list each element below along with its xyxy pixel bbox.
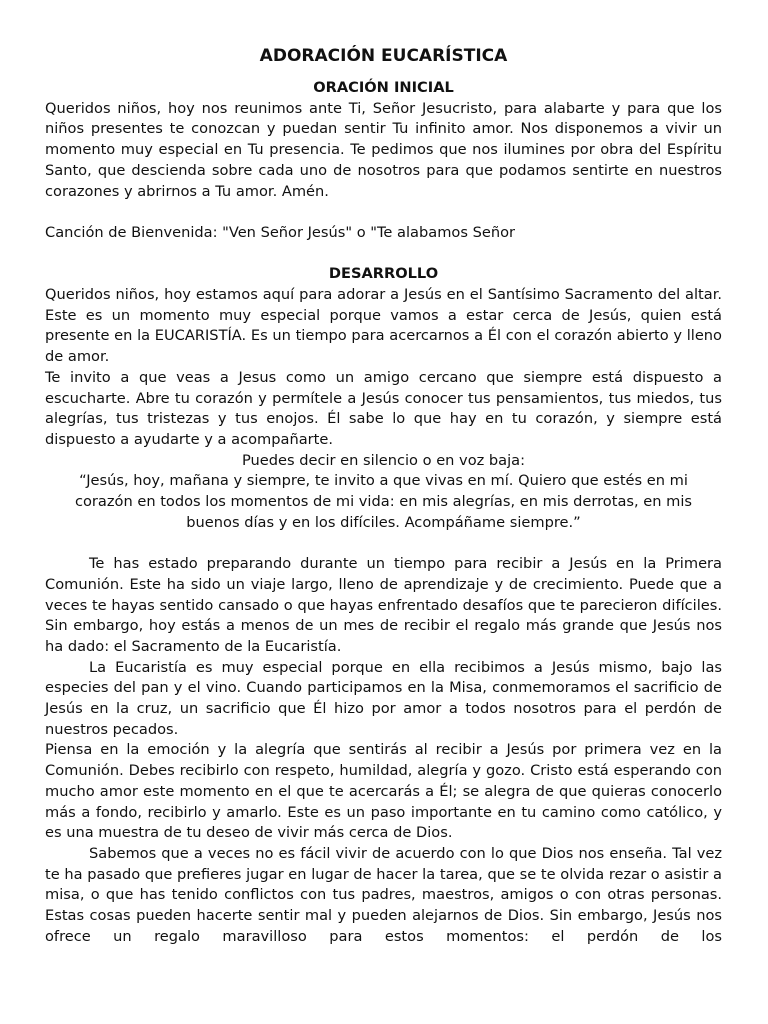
development-paragraph-2: Te invito a que veas a Jesus como un amigo cercano que siempre está dispuesto a escucharte. Abre tu corazón y permítele a Jesús conocer tus pensamientos, tus miedos, tus alegrías, tus tristezas y tus enojos. Él sabe lo que hay en tu corazón, y siempre está dispuesto a ayudarte y a acompañarte.: [45, 368, 722, 448]
prayer-line-1: “Jesús, hoy, mañana y siempre, te invito a que vivas en mí. Quiero que estés en mi: [79, 472, 688, 490]
spacer: [45, 244, 722, 265]
development-paragraph-6: Sabemos que a veces no es fácil vivir de acuerdo con lo que Dios nos enseña. Tal vez te ha pasado que prefieres jugar en lugar de hacer la tarea, que se te olvida rezar o asistir a misa, o que has tenido conflictos con tus padres, maestros, amigos o con otras personas. Estas cosas pueden hacerte sentir mal y pueden alejarnos de Dios. Sin embargo, Jesús nos ofrece un regalo maravilloso para estos momentos: el perdón de los: [45, 844, 722, 945]
document-page: [45, 44, 722, 947]
development-heading: DESARROLLO: [328, 265, 439, 283]
development-paragraph-3: Te has estado preparando durante un tiempo para recibir a Jesús en la Primera Comunión. Este ha sido un viaje largo, lleno de aprendizaje y de crecimiento. Puede que a veces te hayas sentido cansado o que hayas enfrentado desafíos que te parecieron difíciles. Sin embargo, hoy estás a menos de un mes de recibir el regalo más grande que Jesús nos ha dado: el Sacramento de la Eucaristía.: [45, 555, 722, 655]
development-paragraph-5: Piensa en la emoción y la alegría que sentirás al recibir a Jesús por primera vez en la Comunión. Debes recibirlo con respeto, humildad, alegría y gozo. Cristo está esperando con mucho amor este momento en el que te acercarás a Él; se alegra de que quieras conocerlo más a fondo, recibirlo y amarlo. Este es un paso importante en tu camino como católico, y es una muestra de tu deseo de vivir más cerca de Dios.: [45, 741, 722, 842]
development-paragraph-1: Queridos niños, hoy estamos aquí para adorar a Jesús en el Santísimo Sacramento del altar. Este es un momento muy especial porque vamos a estar cerca de Jesús, quien está presente en la EUCARISTÍA. Es un tiempo para acercarnos a Él con el corazón abierto y lleno de amor.: [45, 286, 722, 366]
prayer-line-2: corazón en todos los momentos de mi vida: en mis alegrías, en mis derrotas, en mis: [74, 493, 693, 511]
prayer-intro: Puedes decir en silencio o en voz baja:: [241, 451, 526, 469]
prayer-line-3: buenos días y en los difíciles. Acompáñame siempre.”: [186, 513, 581, 531]
welcome-song-line: Canción de Bienvenida: "Ven Señor Jesús" o "Te alabamos Señor: [45, 223, 515, 241]
document-title: ADORACIÓN EUCARÍSTICA: [259, 46, 508, 66]
spacer: [45, 533, 722, 554]
spacer: [45, 202, 722, 223]
opening-prayer-paragraph: Queridos niños, hoy nos reunimos ante Ti, Señor Jesucristo, para alabarte y para que los niños presentes te conozcan y puedan sentir Tu infinito amor. Nos disponemos a vivir un momento muy especial en Tu presencia. Te pedimos que nos ilumines por obra del Espíritu Santo, que descienda sobre cada uno de nosotros para que podamos sentirte en nuestros corazones y abrirnos a Tu amor. Amén.: [45, 99, 722, 200]
development-paragraph-4: La Eucaristía es muy especial porque en ella recibimos a Jesús mismo, bajo las especies del pan y el vino. Cuando participamos en la Misa, conmemoramos el sacrificio de Jesús en la cruz, un sacrificio que Él hizo por amor a todos nosotros para el perdón de nuestros pecados.: [45, 658, 722, 738]
opening-prayer-heading: ORACIÓN INICIAL: [313, 79, 454, 96]
